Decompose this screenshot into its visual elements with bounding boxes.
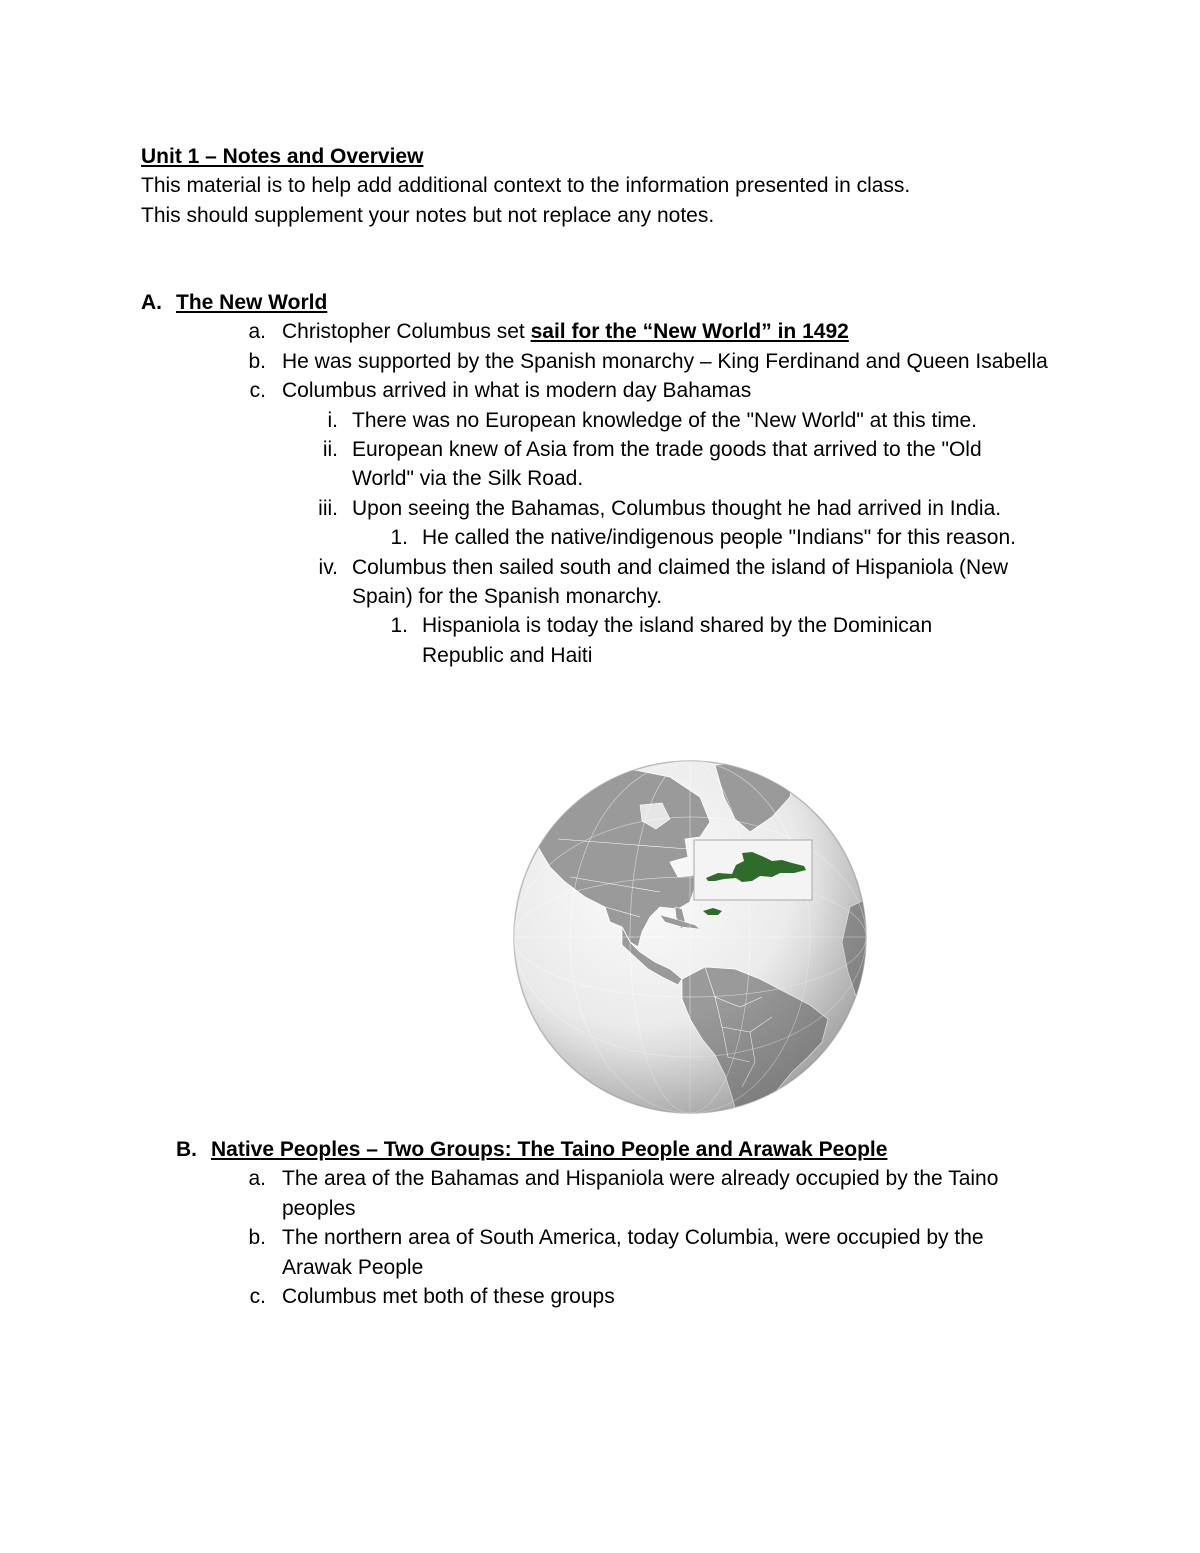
list-item-a-a [0,317,1072,346]
list-item-b-c [0,1282,1042,1311]
list-text [282,317,1072,346]
list-text: The area of the Bahamas and Hispaniola were already occupied by the Taino peoples [282,1167,999,1220]
list-marker: 1. [390,614,408,638]
intro-line-2: This should supplement your notes but not replace any notes. [141,203,715,227]
list-text: European knew of Asia from the trade goods that arrived to the "Old World" via the Silk Road. [352,438,982,491]
list-marker: c. [249,1285,266,1309]
list-item-b-b [0,1223,1042,1282]
section-a [0,288,1048,670]
list-text-plain: Christopher Columbus set [282,320,531,344]
section-b-title: Native Peoples – Two Groups: The Taino People and Arawak People [211,1138,888,1161]
list-text: The northern area of South America, today Columbia, were occupied by the Arawak People [282,1226,984,1279]
globe-icon [510,757,870,1117]
section-b-heading [0,1135,1000,1164]
list-marker: i. [327,408,338,432]
list-text: He was supported by the Spanish monarchy – King Ferdinand and Queen Isabella [282,349,1048,373]
list-text-emphasis: sail for the “New World” in 1492 [530,320,849,344]
list-item-a-c-ii [0,435,1032,494]
list-text: Columbus then sailed south and claimed the island of Hispaniola (New Spain) for the Spanish monarchy. [352,555,1009,609]
list-item-a-c-i [0,406,1072,435]
list-item-a-c-iii [0,494,1042,523]
list-marker: iii. [318,496,338,520]
list-text: Upon seeing the Bahamas, Columbus thought he had arrived in India. [352,496,1002,520]
header [141,142,1121,230]
list-text: Columbus met both of these groups [282,1285,615,1309]
list-marker: b. [248,349,266,373]
list-marker: ii. [322,438,338,462]
list-item-a-b [0,347,1072,376]
hispaniola-inset [694,840,812,900]
section-b [0,1135,1000,1311]
list-text: Columbus arrived in what is modern day Bahamas [282,379,752,403]
list-item-a-c-iii-1 [0,523,1022,552]
section-a-heading [0,288,1000,317]
list-item-a-c [0,376,1072,405]
list-text: There was no European knowledge of the "New World" at this time. [352,408,978,432]
list-item-a-c-iv-1 [0,611,1012,670]
list-item-a-c-iv [0,553,1042,612]
section-a-title: The New World [176,291,328,314]
section-a-label: A. [141,291,162,314]
list-item-b-a [0,1164,1042,1223]
globe-map-image [510,757,870,1117]
list-marker: a. [248,1167,266,1191]
document-title: Unit 1 – Notes and Overview [141,145,424,168]
list-text: Hispaniola is today the island shared by the Dominican Republic and Haiti [422,614,933,667]
intro-line-1: This material is to help add additional context to the information presented in class. [141,174,911,198]
list-marker: c. [249,379,266,403]
list-marker: 1. [390,526,408,550]
list-marker: b. [248,1226,266,1250]
section-b-label: B. [176,1138,197,1161]
list-marker: iv. [318,555,338,579]
list-marker: a. [248,320,266,344]
list-text: He called the native/indigenous people "Indians" for this reason. [422,526,1016,550]
